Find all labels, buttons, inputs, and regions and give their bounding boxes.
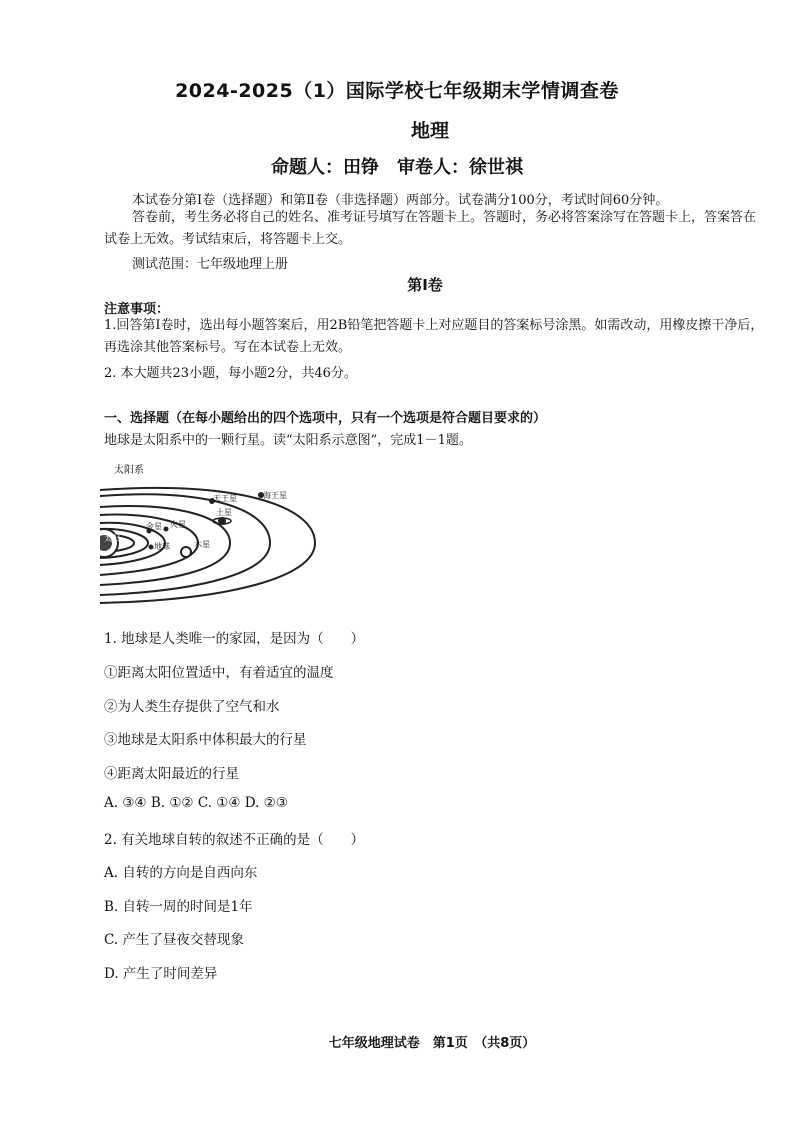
label-neptune: 海王星 [263,491,287,500]
label-sun: 太阳 [104,534,120,543]
label-mars: 火星 [170,520,186,529]
part-heading: 一、选择题（在每小题给出的四个选项中，只有一个选项是符合题目要求的） [104,411,547,426]
question-2-option-b: B. 自转一周的时间是1年 [104,899,253,915]
question-1-item-3: ③地球是太阳系中体积最大的行星 [104,732,307,748]
question-1-item-2: ②为人类生存提供了空气和水 [104,699,280,715]
part-lead: 地球是太阳系中的一颗行星。读“太阳系示意图”，完成1－1题。 [104,433,472,448]
question-2-stem: 2. 有关地球自转的叙述不正确的是（ ） [104,832,365,848]
label-saturn: 土星 [216,508,232,517]
question-2-option-c: C. 产生了昼夜交替现象 [104,932,244,948]
intro-line-1: 本试卷分第Ⅰ卷（选择题）和第Ⅱ卷（非选择题）两部分。试卷满分100分，考试时间60分钟。 [132,193,669,208]
question-1-item-4: ④距离太阳最近的行星 [104,766,239,782]
question-1-item-1: ①距离太阳位置适中，有着适宜的温度 [104,665,334,681]
figure-caption: 太阳系 [114,465,144,476]
subject-title: 地理 [410,120,449,142]
label-earth: 地球 [154,542,170,551]
exam-title: 2024-2025（1）国际学校七年级期末学情调查卷 [175,80,619,102]
question-1-stem: 1. 地球是人类唯一的家园，是因为（ ） [104,631,365,647]
section-heading: 第Ⅰ卷 [407,276,443,294]
solar-system-diagram [100,455,330,610]
orbit-uranus [100,494,270,595]
question-2-option-a: A. 自转的方向是自西向东 [104,865,258,881]
notice-title: 注意事项： [104,302,170,317]
planet-mars [164,527,169,532]
label-venus: 金星 [146,522,162,531]
planet-saturn [218,517,226,525]
question-1-options: A. ③④ B. ①② C. ①④ D. ②③ [104,795,288,811]
question-2-option-d: D. 产生了时间差异 [104,966,218,982]
label-jupiter: 木星 [194,540,210,549]
notice-1: 1.回答第Ⅰ卷时，选出每小题答案后，用2B铅笔把答题卡上对应题目的答案标号涂黑。如需改动，用橡皮擦干净后，再选涂其他答案标号。写在本试卷上无效。 [104,318,764,355]
planet-jupiter [181,547,191,557]
page-footer: 七年级地理试卷 第1页 （共8页） [328,1036,536,1051]
planet-earth [149,545,154,550]
notice-2: 2. 本大题共23小题，每小题2分，共46分。 [104,366,357,381]
intro-line-2: 答卷前，考生务必将自己的姓名、准考证号填写在答题卡上。答题时，务必将答案涂写在答题卡上，答案答在试卷上无效。考试结束后，将答题卡上交。 [104,210,757,247]
solar-system-figure [100,455,330,610]
intro-line-3: 测试范围：七年级地理上册 [132,257,289,272]
authors-line: 命题人：田铮 审卷人：徐世祺 [271,157,523,178]
label-uranus: 天王星 [213,494,237,503]
